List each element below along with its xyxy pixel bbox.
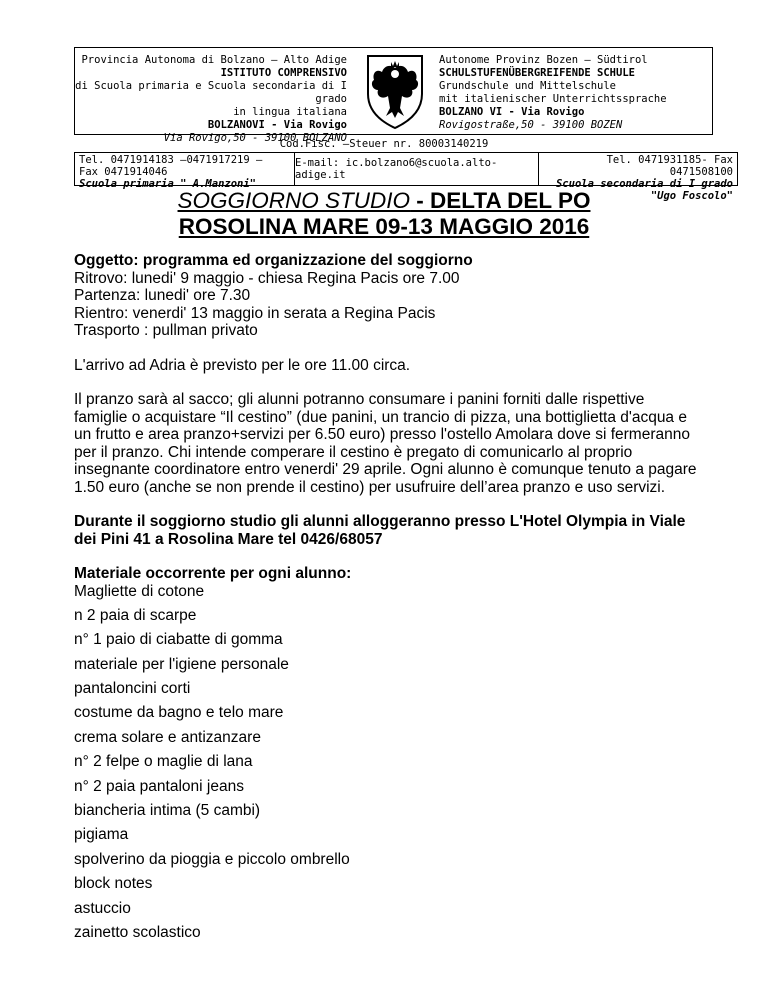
lunch-paragraph-line: famiglie o acquistare “Il cestino” (due panini, un trancio di pizza, una bottiglietta d'acqua e: [74, 408, 687, 426]
institute-it: ISTITUTO COMPRENSIVO: [220, 67, 347, 79]
list-item: spolverino da pioggia e piccolo ombrello: [74, 850, 350, 868]
list-item: biancheria intima (5 cambi): [74, 802, 261, 820]
school-name-de: BOLZANO VI - Via Rovigo: [439, 106, 585, 118]
school-type-it: di Scuola primaria e Scuola secondaria di I grado: [75, 80, 347, 105]
materials-list: [74, 583, 714, 949]
lunch-paragraph-line: un frutto e area pranzo+servizi per 6.50 euro) presso l'ostello Amolara dove si fermeranno: [74, 426, 690, 443]
document-title: [0, 188, 768, 240]
school-name-it: BOLZANOVI - Via Rovigo: [207, 119, 347, 131]
institute-de: SCHULSTUFENÜBERGREIFENDE SCHULE: [439, 67, 635, 79]
lunch-paragraph-line: per il pranzo. Chi intende comperare il cestino è pregato di comunicarlo al proprio: [74, 443, 633, 461]
list-item: astuccio: [74, 899, 131, 917]
list-item: pigiama: [74, 826, 129, 844]
language-it: in lingua italiana: [233, 106, 347, 118]
lunch-paragraph-line: 1.50 euro (anche se non prende il cestino) per usufruire dell’area pranzo e uso servizi.: [74, 478, 666, 496]
province-it: Provincia Autonoma di Bolzano – Alto Adige: [81, 54, 347, 66]
list-item: n 2 paia di scarpe: [74, 606, 197, 624]
lunch-paragraph-line: Il pranzo sarà al sacco; gli alunni potranno consumare i panini forniti dalle rispettive: [74, 391, 645, 408]
title-line-2: ROSOLINA MARE 09-13 MAGGIO 2016: [178, 214, 590, 239]
title-part-2: - DELTA DEL PO: [410, 188, 591, 213]
departure: Partenza: lunedi' ore 7.30: [74, 287, 251, 304]
school-type-de: Grundschule und Mittelschule: [439, 80, 617, 92]
list-item: crema solare e antizanzare: [74, 728, 261, 746]
return: Rientro: venerdi' 13 maggio in serata a Regina Pacis: [74, 304, 436, 322]
transport: Trasporto : pullman privato: [74, 322, 258, 339]
email-address[interactable]: E-mail: ic.bolzano6@scuola.alto-adige.it: [295, 157, 498, 181]
lunch-paragraph-line: insegnante coordinatore entro venerdi' 29 aprile. Ogni alunno è comunque tenuto a pagare: [74, 461, 697, 478]
province-de: Autonome Provinz Bozen – Südtirol: [439, 54, 648, 66]
school-secondary-type: Scuola secondaria di I grado: [555, 178, 733, 190]
contact-email: [295, 153, 539, 185]
materials-heading: Materiale occorrente per ogni alunno:: [74, 565, 352, 582]
list-item: n° 1 paio di ciabatte di gomma: [74, 631, 283, 649]
phone-primary: Tel. 0471914183 –0471917219 –: [79, 154, 263, 166]
arrival-note: L'arrivo ad Adria è previsto per le ore 11.00 circa.: [74, 356, 411, 374]
meeting-point: Ritrovo: lunedi' 9 maggio - chiesa Regina Pacis ore 7.00: [74, 269, 460, 287]
document-body: [74, 252, 714, 948]
coat-of-arms-icon: [360, 52, 430, 130]
address-it: Via Rovigo,50 - 39100 BOLZANO: [163, 132, 347, 144]
list-item: Magliette di cotone: [74, 582, 205, 600]
list-item: pantaloncini corti: [74, 680, 191, 698]
contact-primary: [75, 153, 295, 190]
hotel-info-line: Durante il soggiorno studio gli alunni alloggeranno presso L'Hotel Olympia in Viale: [74, 513, 686, 530]
school-primary-name: Scuola primaria " A.Manzoni": [79, 178, 257, 190]
list-item: block notes: [74, 875, 153, 893]
address-de: Rovigostraße,50 - 39100 BOZEN: [439, 119, 623, 131]
list-item: zainetto scolastico: [74, 923, 201, 941]
tax-code: Cod.Fisc. –Steuer nr. 80003140219: [279, 138, 489, 150]
title-part-1: SOGGIORNO STUDIO: [177, 188, 411, 213]
letterhead-italian: [67, 54, 347, 145]
letterhead-german: [439, 54, 709, 132]
list-item: n° 2 paia pantaloni jeans: [74, 777, 244, 795]
subject-line: Oggetto: programma ed organizzazione del soggiorno: [74, 252, 473, 269]
hotel-info-line: dei Pini 41 a Rosolina Mare tel 0426/68057: [74, 530, 383, 548]
list-item: materiale per l'igiene personale: [74, 655, 289, 673]
fax-primary: Fax 0471914046: [79, 166, 168, 178]
language-de: mit italienischer Unterrichtssprache: [439, 93, 667, 105]
list-item: n° 2 felpe o maglie di lana: [74, 753, 253, 771]
phone-secondary: Tel. 0471931185- Fax 0471508100: [606, 154, 733, 178]
list-item: costume da bagno e telo mare: [74, 704, 284, 722]
school-secondary-name: "Ugo Foscolo": [650, 190, 733, 202]
